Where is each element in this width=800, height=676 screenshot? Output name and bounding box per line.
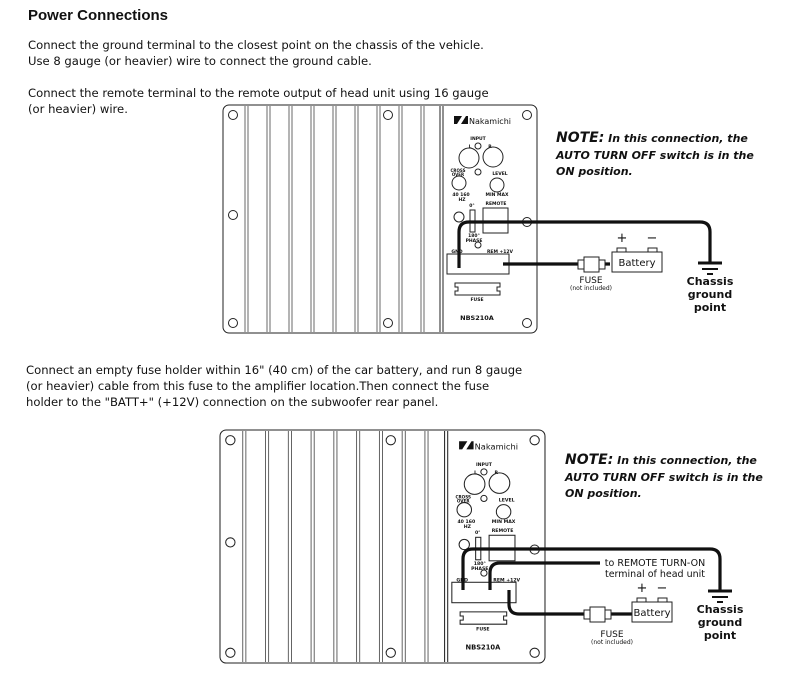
fuse-cap — [599, 260, 605, 269]
mount-hole — [226, 648, 235, 657]
fuse-holder — [455, 283, 500, 295]
input-l-jack — [464, 474, 485, 494]
mount-hole — [386, 436, 395, 445]
label: R — [494, 470, 499, 476]
crossover-knob — [457, 503, 471, 517]
crossover-knob — [452, 176, 466, 190]
instruction-line: holder to the "BATT+" (+12V) connection on the subwoofer rear panel. — [26, 395, 439, 409]
brand-logo: Nakamichi — [474, 441, 519, 452]
label: OVER — [456, 498, 470, 504]
instruction-line: Connect the remote terminal to the remote output of head unit using 16 gauge — [28, 86, 489, 100]
mount-hole — [386, 648, 395, 657]
chassis-label: ground — [687, 288, 733, 301]
label: REMOTE — [491, 529, 514, 535]
label: L — [468, 145, 472, 150]
model-number: NBS210A — [465, 643, 501, 652]
battery-terminal — [648, 248, 657, 252]
battery-terminal — [658, 598, 667, 602]
label: GND — [456, 578, 468, 584]
model-number: NBS210A — [460, 314, 494, 322]
level-knob — [496, 505, 510, 519]
instruction-line: Connect an empty fuse holder within 16" (40 cm) of the car battery, and run 8 gauge — [26, 363, 523, 377]
chassis-label: Chassis — [696, 603, 744, 616]
amplifier-diagram-1 — [223, 105, 537, 333]
label: R — [488, 145, 492, 150]
remote-label: terminal of head unit — [604, 569, 706, 580]
label: REM +12V — [493, 578, 521, 584]
label: FUSE — [476, 627, 490, 633]
battery-label: Battery — [633, 608, 671, 619]
power-led — [459, 539, 469, 549]
label: REMOTE — [485, 202, 507, 207]
fuse-note: (not included) — [570, 285, 612, 292]
label: L — [474, 470, 478, 476]
label: HZ — [463, 525, 471, 531]
mount-hole — [229, 111, 238, 120]
power-led — [454, 212, 464, 222]
power-wire — [509, 590, 634, 614]
mount-hole — [523, 319, 532, 328]
chassis-label: Chassis — [686, 275, 734, 288]
note-prefix: NOTE: — [556, 130, 605, 146]
fuse-holder — [460, 612, 507, 624]
label: 0° — [469, 204, 475, 209]
input-l-jack — [459, 148, 479, 168]
note-text: ON position. — [556, 165, 633, 178]
fuse-cap — [578, 260, 584, 269]
battery-minus: − — [646, 231, 658, 246]
fuse-cap — [605, 610, 611, 619]
fuse-label: FUSE — [579, 276, 603, 286]
label: PHASE — [465, 239, 483, 244]
label: OVER — [451, 172, 465, 177]
label: CROSS — [450, 168, 466, 173]
label: 40 160 — [452, 193, 470, 198]
battery-plus: + — [616, 231, 628, 246]
note-text: AUTO TURN OFF switch is in the — [556, 148, 754, 162]
remote-label: to REMOTE TURN-ON — [604, 558, 706, 569]
label: GND — [451, 250, 463, 255]
label: 0° — [474, 531, 481, 537]
led — [481, 495, 487, 501]
label: LEVEL — [492, 172, 508, 177]
page-title: Power Connections — [28, 7, 169, 24]
label: MIN MAX — [491, 520, 516, 525]
note-text: AUTO TURN OFF switch is in the — [565, 470, 763, 484]
led — [475, 169, 481, 175]
mount-hole — [229, 211, 238, 220]
led — [475, 143, 481, 149]
fuse-note: (not included) — [591, 639, 633, 646]
label: CROSS — [455, 494, 471, 500]
note-prefix: NOTE: — [565, 452, 614, 468]
chassis-label: point — [693, 301, 727, 314]
mount-hole — [226, 436, 235, 445]
instruction-line: (or heavier) cable from this fuse to the amplifier location.Then connect the fuse — [26, 379, 490, 393]
battery-plus: + — [636, 581, 648, 596]
label: PHASE — [471, 567, 489, 573]
battery-label: Battery — [618, 258, 656, 269]
mount-hole — [530, 648, 539, 657]
instruction-line: Connect the ground terminal to the closest point on the chassis of the vehicle. — [28, 38, 484, 52]
brand-logo-icon — [454, 116, 468, 124]
label: MIN MAX — [485, 193, 509, 198]
mount-hole — [226, 538, 235, 547]
note-text: In this connection, the — [613, 454, 757, 467]
chassis-label: ground — [697, 616, 743, 629]
fuse-icon — [584, 257, 599, 272]
brand-logo: Nakamichi — [469, 117, 511, 126]
note-text: In this connection, the — [604, 132, 748, 145]
mount-hole — [229, 319, 238, 328]
label: 40 160 — [457, 520, 476, 525]
label: INPUT — [475, 462, 492, 468]
label: 180° — [473, 561, 486, 567]
battery-minus: − — [656, 581, 668, 596]
input-r-jack — [489, 473, 510, 493]
label: FUSE — [470, 298, 484, 303]
fuse-cap — [584, 610, 590, 619]
battery-terminal — [637, 598, 646, 602]
label: REM +12V — [486, 250, 514, 255]
power-terminal-block — [447, 254, 509, 274]
brand-logo-icon — [459, 441, 473, 449]
mount-hole — [523, 111, 532, 120]
note-text: ON position. — [565, 487, 642, 500]
fuse-icon — [590, 607, 605, 622]
led — [481, 469, 487, 475]
input-r-jack — [483, 147, 503, 167]
level-knob — [490, 178, 504, 192]
mount-hole — [384, 319, 393, 328]
chassis-label: point — [703, 629, 737, 642]
mount-hole — [384, 111, 393, 120]
amplifier-diagram-2 — [220, 430, 545, 663]
label: LEVEL — [498, 498, 515, 504]
label: INPUT — [470, 137, 486, 142]
mount-hole — [530, 436, 539, 445]
instruction-line: (or heavier) wire. — [28, 102, 128, 116]
fuse-label: FUSE — [600, 630, 624, 640]
label: HZ — [458, 198, 466, 203]
battery-terminal — [617, 248, 626, 252]
label: 180° — [468, 234, 480, 239]
instruction-line: Use 8 gauge (or heavier) wire to connect the ground cable. — [28, 54, 372, 68]
